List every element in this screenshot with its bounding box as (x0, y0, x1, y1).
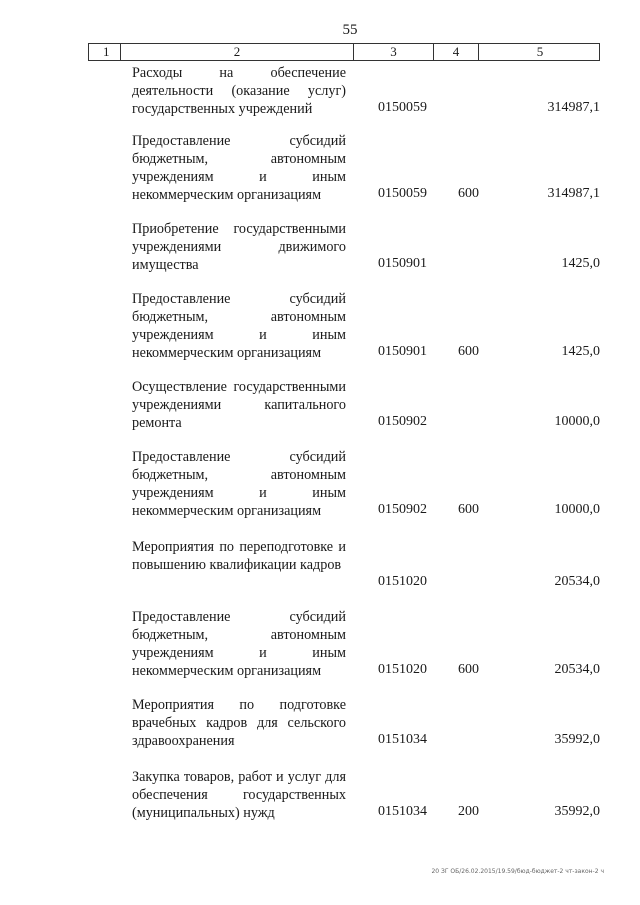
row-amount: 20534,0 (554, 574, 600, 589)
page-number: 55 (342, 22, 358, 38)
row-amount: 10000,0 (554, 414, 600, 429)
row-amount: 1425,0 (561, 344, 600, 359)
row-code: 0151020 (378, 574, 427, 589)
row-amount: 35992,0 (554, 732, 600, 747)
row-description: Предоставление субсидий бюджетным, автономным учреждениям и иным некоммерческим организациям (132, 133, 346, 203)
row-amount: 35992,0 (554, 804, 600, 819)
row-description: Предоставление субсидий бюджетным, автономным учреждениям и иным некоммерческим организациям (132, 291, 346, 361)
row-amount: 314987,1 (547, 186, 600, 201)
row-type: 600 (458, 662, 479, 677)
row-description: Приобретение государственными учреждениями движимого имущества (132, 221, 346, 273)
row-amount: 1425,0 (561, 256, 600, 271)
row-code: 0150902 (378, 414, 427, 429)
row-type: 600 (458, 344, 479, 359)
row-code: 0150059 (378, 186, 427, 201)
row-type: 600 (458, 502, 479, 517)
row-description: Мероприятия по переподготовке и повышению квалификации кадров (132, 539, 346, 573)
header-col-2: 2 (121, 44, 354, 60)
document-stamp: 20 ЗГ ОБ/26.02.2015/19.59/бюд-бюджет-2 чт-закон-2 ч (431, 868, 604, 875)
row-amount: 10000,0 (554, 502, 600, 517)
header-col-3: 3 (354, 44, 434, 60)
row-type: 600 (458, 186, 479, 201)
header-col-4: 4 (434, 44, 479, 60)
row-amount: 314987,1 (547, 100, 600, 115)
row-code: 0151034 (378, 732, 427, 747)
row-description: Предоставление субсидий бюджетным, автономным учреждениям и иным некоммерческим организациям (132, 449, 346, 519)
row-description: Закупка товаров, работ и услуг для обеспечения государственных (муниципальных) нужд (132, 769, 346, 821)
row-description: Осуществление государственными учреждениями капитального ремонта (132, 379, 346, 431)
row-type: 200 (458, 804, 479, 819)
row-code: 0150059 (378, 100, 427, 115)
row-code: 0150901 (378, 344, 427, 359)
row-code: 0150902 (378, 502, 427, 517)
row-code: 0151020 (378, 662, 427, 677)
row-code: 0151034 (378, 804, 427, 819)
row-description: Расходы на обеспечение деятельности (оказание услуг) государственных учреждений (132, 65, 346, 117)
table-header (88, 43, 600, 61)
row-description: Предоставление субсидий бюджетным, автономным учреждениям и иным некоммерческим организациям (132, 609, 346, 679)
row-code: 0150901 (378, 256, 427, 271)
header-col-1: 1 (89, 44, 121, 60)
row-description: Мероприятия по подготовке врачебных кадров для сельского здравоохранения (132, 697, 346, 749)
row-amount: 20534,0 (554, 662, 600, 677)
header-col-5: 5 (536, 44, 544, 59)
